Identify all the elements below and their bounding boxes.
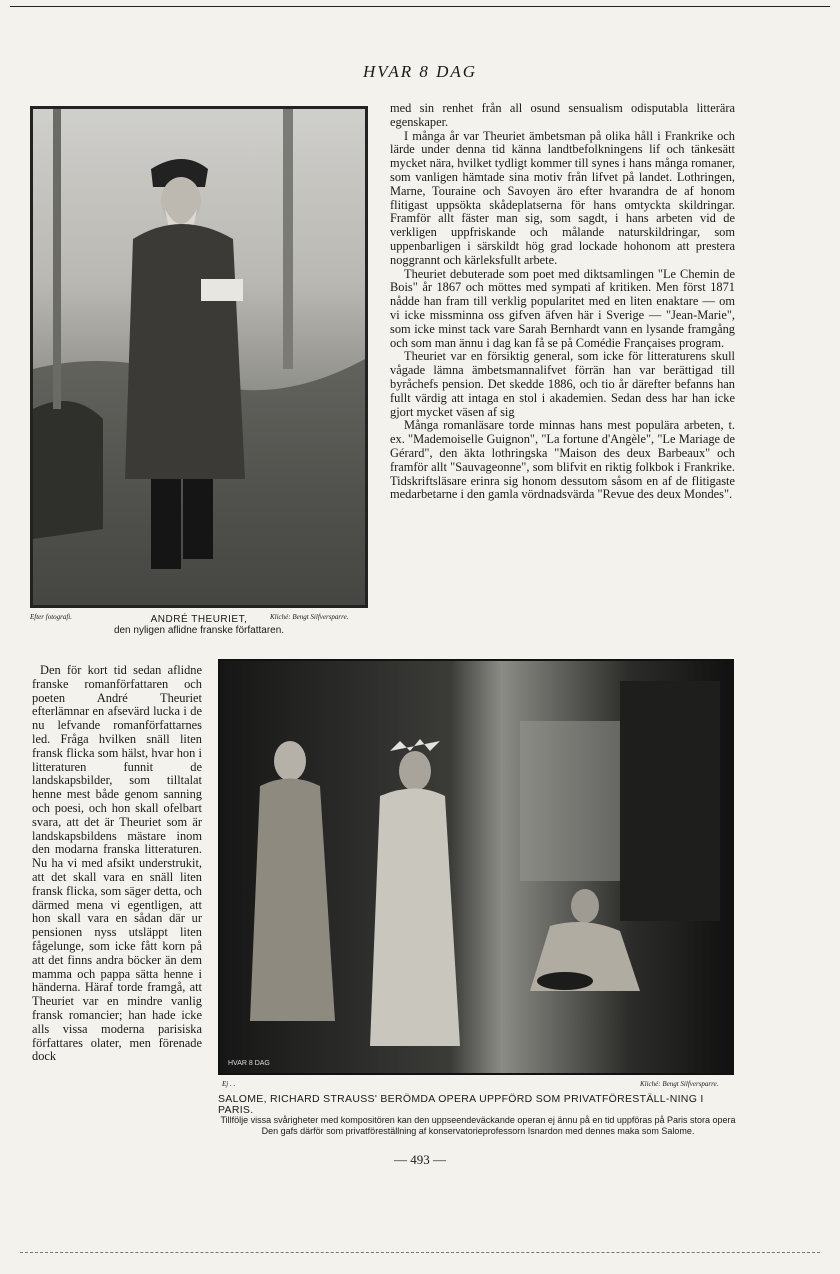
portrait-caption	[30, 614, 368, 636]
article-left-column	[32, 664, 202, 1064]
page-number: — 493 —	[394, 1152, 446, 1167]
photo2-credit-left: Ej . .	[222, 1080, 236, 1088]
paragraph: Den för kort tid sedan aflidne franske romanförfattaren och poeten André Theuriet efterlämnar en afsevärd lucka i de nu lefvande romanförfattarnes led. Fråga hvilken snäll liten fransk flicka som hälst, hvar hon i litteraturen funnit de landskapsbilder, som tilltalat henne mest både genom sanning och poesi, och hon skall ofelbart svara, att det är Theuriet som är landskapsbildens mästare inom den modarna franska litteraturen. Nu ha vi med afsikt understrukit, att det skall vara en snäll liten fransk flicka, som säger detta, och därmed mena vi egentligen, att hon skall vara en sådan där ur pensionen nyss utsläppt liten fågelunge, som icke fått korn på att det finns andra böcker än dem mamma och pappa sätta henne i händerna. Häraf torde framgå, att Theuriet var en mindre vanlig fransk romancier; han hade icke alls vissa moderna parisiska författares olater, men förenade dock	[32, 663, 202, 1064]
opera-caption-body: Tillfölje vissa svårigheter med kompositören kan den uppseendeväckande operan ej ännu på en tid uppföras på Paris stora opera Den gafs därför som privatföreställning af konservatorieprofessorn Isnardon med dennes maka som Salome.	[220, 1115, 736, 1136]
opera-caption	[218, 1094, 738, 1136]
photo2-credit-right: Kliché: Bengt Silfversparre.	[640, 1080, 719, 1088]
caption-text: den nyligen aflidne franske författaren.	[113, 625, 285, 636]
portrait-photo	[30, 106, 368, 608]
paragraph: Theuriet var en försiktig general, som icke för litteraturens skull vågade lämna ämbetsmannalifvet förrän han var berättigad till byråchefs pension. Det skedde 1886, och tio år därefter befanns han fullt värdig att intaga en stol i akademien. Sedan dess har han icke gjort mycket väsen af sig	[390, 349, 735, 419]
running-header: HVAR 8 DAG	[362, 62, 478, 81]
opera-caption-title: SALOME, RICHARD STRAUSS' BERÖMDA OPERA UPPFÖRD SOM PRIVATFÖRESTÄLL-NING I PARIS.	[218, 1093, 704, 1116]
paragraph: Theuriet debuterade som poet med diktsamlingen "Le Chemin de Bois" år 1867 och möttes med sympati af kritiken. Men först 1871 nådde han fram till verklig popularitet med en liten enaktare — om vi icke missminna oss gifven äfven här i Sverige — "Jean-Marie", som icke minst tack vare Sarah Bernhardt vann en lysande framgång och som man ännu i dag kan få se på Comédie Françaises program.	[390, 266, 735, 350]
photo-watermark: HVAR 8 DAG	[228, 1060, 270, 1067]
photo-credit-left: Efter fotografi.	[30, 613, 72, 621]
photo-credit-right: Kliché: Bengt Silfversparre.	[270, 613, 349, 621]
opera-scene-illustration	[220, 661, 732, 1073]
opera-scene-photo	[218, 659, 734, 1075]
paragraph: I många år var Theuriet ämbetsman på olika håll i Frankrike och lärde under denna tid känna landtbefolkningens lif och tänkesätt mycket nära, hvilket tydligt kommer till synes i hans många romaner, som vanligen hämtade sina motiv från lifvet på landet. Lothringen, Marne, Touraine och Savoyen äro efter hvarandra de af honom flitigast uppsökta skådeplatserna för hans omtyckta skildringar. Framför allt fäster man sig, som sagdt, i hans arbeten vid de verkligen uppfriskande och målande naturskildringar, som uppenbarligen i särskildt hög grad lockade hohonom att prestera noggrannt och kärleksfullt arbete.	[390, 128, 735, 267]
bottom-rule	[20, 1252, 820, 1253]
paragraph: med sin renhet från all osund sensualism odisputabla litterära egenskaper.	[390, 101, 735, 129]
portrait-illustration	[33, 109, 365, 605]
article-right-column	[390, 102, 735, 502]
top-rule	[10, 6, 830, 7]
paragraph: Många romanläsare torde minnas hans mest populära arbeten, t. ex. "Mademoiselle Guignon", "La fortune d'Angèle", "Le Mariage de Gérard", den äkta lothringska "Maison des deux Barbeaux" och framför allt "Sauvageonne", som blifvit en riktig folkbok i Frankrike. Tidskriftsläsare erinra sig honom dessutom såsom en af de flitigaste medarbetarne i den gamla vördnadsvärda "Revue des deux Mondes".	[390, 418, 735, 502]
caption-name: ANDRÉ THEURIET,	[150, 614, 248, 625]
